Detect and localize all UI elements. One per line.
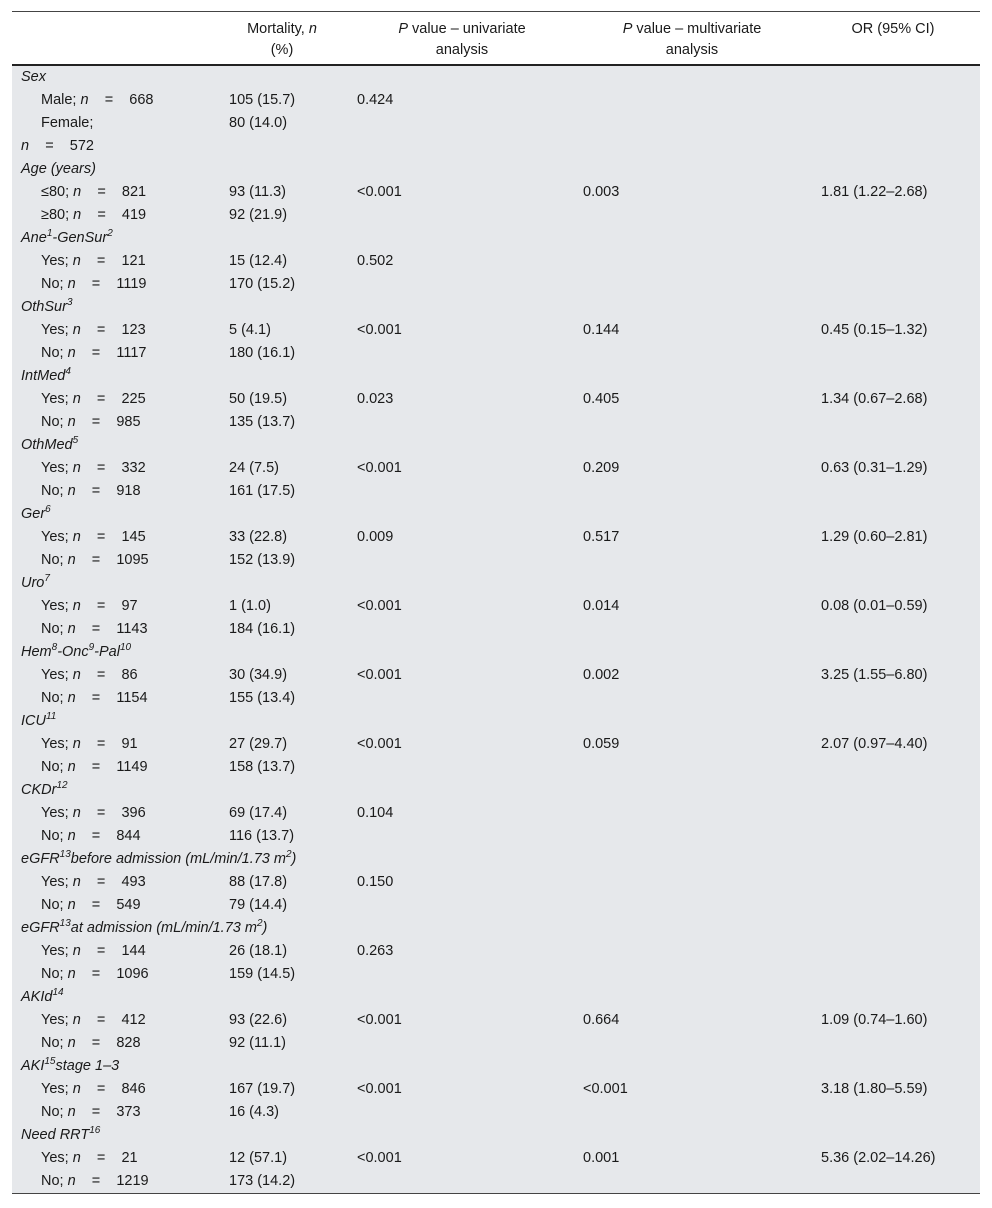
mortality-cell: 92 (21.9)	[229, 207, 288, 223]
row-label: No; n = 844	[41, 828, 141, 844]
table-row	[12, 250, 980, 273]
row-label: Yes; n = 21	[41, 1150, 138, 1166]
univariate-cell: <0.001	[357, 667, 402, 683]
group-header	[12, 917, 980, 940]
table-row	[12, 204, 980, 227]
table-row	[12, 963, 980, 986]
table-row	[12, 1101, 980, 1124]
table-row	[12, 1078, 980, 1101]
multivariate-cell: 0.001	[583, 1150, 620, 1166]
header-multivariate-line1: P value – multivariate	[622, 21, 762, 37]
group-header	[12, 779, 980, 802]
group-header	[12, 227, 980, 250]
mortality-cell: 173 (14.2)	[229, 1173, 296, 1189]
univariate-cell: 0.023	[357, 391, 394, 407]
table-row	[12, 549, 980, 572]
row-label: Yes; n = 412	[41, 1012, 146, 1028]
mortality-cell: 24 (7.5)	[229, 460, 279, 476]
table-row	[12, 388, 980, 411]
mortality-cell: 158 (13.7)	[229, 759, 296, 775]
univariate-cell: 0.009	[357, 529, 394, 545]
group-label: Sex	[21, 69, 46, 85]
row-label: No; n = 1119	[41, 276, 147, 292]
group-header	[12, 1124, 980, 1147]
mortality-cell: 105 (15.7)	[229, 92, 296, 108]
multivariate-cell: 0.003	[583, 184, 620, 200]
mortality-cell: 80 (14.0)	[229, 115, 288, 131]
multivariate-cell: 0.405	[583, 391, 620, 407]
row-label: No; n = 1117	[41, 345, 147, 361]
row-label: Yes; n = 91	[41, 736, 138, 752]
mortality-cell: 1 (1.0)	[229, 598, 271, 614]
row-label: No; n = 918	[41, 483, 141, 499]
or-cell: 1.29 (0.60–2.81)	[821, 529, 928, 545]
row-label: ≤80; n = 821	[41, 184, 147, 200]
mortality-cell: 16 (4.3)	[229, 1104, 279, 1120]
row-label: No; n = 1143	[41, 621, 148, 637]
header-mortality-line2: (%)	[270, 42, 294, 58]
mortality-cell: 79 (14.4)	[229, 897, 288, 913]
row-label: Yes; n = 97	[41, 598, 138, 614]
row-label: No; n = 1096	[41, 966, 149, 982]
group-header	[12, 503, 980, 526]
group-label: CKDr$^{12}$	[21, 780, 68, 798]
row-label: Male; n = 668	[41, 92, 154, 108]
group-header	[12, 641, 980, 664]
header-multivariate	[592, 19, 792, 61]
or-cell: 3.25 (1.55–6.80)	[821, 667, 928, 683]
group-label: Ger$^6$	[21, 504, 51, 522]
group-header	[12, 365, 980, 388]
row-label: Yes; n = 121	[41, 253, 146, 269]
table-row	[12, 940, 980, 963]
row-label: ≥80; n = 419	[41, 207, 147, 223]
or-cell: 1.81 (1.22–2.68)	[821, 184, 928, 200]
group-header	[12, 848, 980, 871]
group-label: eGFR$^{13}$before admission (mL/min/1.73 $m^2$)	[21, 849, 297, 867]
mortality-cell: 50 (19.5)	[229, 391, 288, 407]
table-row	[12, 618, 980, 641]
mortality-cell: 116 (13.7)	[229, 828, 295, 844]
table-row	[12, 595, 980, 618]
table-row	[12, 687, 980, 710]
header-mortality-line1: Mortality, n	[247, 21, 317, 37]
group-label: IntMed$^4$	[21, 366, 71, 384]
mortality-cell: 92 (11.1)	[229, 1035, 286, 1051]
group-label: Need RRT$^{16}$	[21, 1125, 101, 1143]
univariate-cell: 0.150	[357, 874, 394, 890]
univariate-cell: <0.001	[357, 736, 402, 752]
or-cell: 5.36 (2.02–14.26)	[821, 1150, 936, 1166]
row-label: No; n = 1154	[41, 690, 148, 706]
table-row	[12, 1147, 980, 1170]
univariate-cell: <0.001	[357, 184, 402, 200]
or-cell: 1.09 (0.74–1.60)	[821, 1012, 928, 1028]
row-label: No; n = 1095	[41, 552, 149, 568]
mortality-cell: 93 (22.6)	[229, 1012, 288, 1028]
row-label: Yes; n = 86	[41, 667, 138, 683]
mortality-cell: 184 (16.1)	[229, 621, 296, 637]
group-label: eGFR$^{13}$at admission (mL/min/1.73 $m^2$)	[21, 918, 268, 936]
mortality-cell: 5 (4.1)	[229, 322, 271, 338]
mortality-cell: 135 (13.7)	[229, 414, 296, 430]
group-header	[12, 434, 980, 457]
row-label: No; n = 373	[41, 1104, 141, 1120]
mortality-cell: 152 (13.9)	[229, 552, 296, 568]
mortality-cell: 15 (12.4)	[229, 253, 288, 269]
mortality-cell: 161 (17.5)	[229, 483, 296, 499]
table-row	[12, 342, 980, 365]
multivariate-cell: 0.144	[583, 322, 620, 338]
table-row	[12, 1009, 980, 1032]
univariate-cell: 0.263	[357, 943, 394, 959]
table-body	[12, 66, 980, 1194]
row-label: Yes; n = 144	[41, 943, 146, 959]
multivariate-cell: 0.517	[583, 529, 620, 545]
group-header	[12, 66, 980, 89]
group-label: OthMed$^5$	[21, 435, 79, 453]
table-row	[12, 181, 980, 204]
group-label: Hem$^8$-Onc$^9$-Pal$^{10}$	[21, 642, 132, 660]
row-label: No; n = 1219	[41, 1173, 149, 1189]
table-row	[12, 411, 980, 434]
row-label: Yes; n = 846	[41, 1081, 146, 1097]
multivariate-cell: 0.002	[583, 667, 620, 683]
univariate-cell: 0.502	[357, 253, 394, 269]
table-row	[12, 825, 980, 848]
table-row	[12, 1032, 980, 1055]
group-header	[12, 158, 980, 181]
row-label: Yes; n = 225	[41, 391, 146, 407]
table-row	[12, 273, 980, 296]
table-row	[12, 480, 980, 503]
multivariate-cell: 0.014	[583, 598, 620, 614]
row-label: No; n = 549	[41, 897, 141, 913]
table-row	[12, 871, 980, 894]
row-label: Yes; n = 145	[41, 529, 146, 545]
multivariate-cell: 0.664	[583, 1012, 620, 1028]
row-label: No; n = 1149	[41, 759, 148, 775]
univariate-cell: <0.001	[357, 1150, 402, 1166]
table-row	[12, 89, 980, 112]
table-row	[12, 802, 980, 825]
mortality-table	[12, 11, 980, 1194]
table-header	[12, 11, 980, 66]
group-header	[12, 572, 980, 595]
group-label: OthSur$^3$	[21, 297, 73, 315]
or-cell: 3.18 (1.80–5.59)	[821, 1081, 928, 1097]
group-header	[12, 986, 980, 1009]
header-univariate	[362, 19, 562, 61]
row-label: No; n = 828	[41, 1035, 141, 1051]
row-label: Yes; n = 493	[41, 874, 146, 890]
univariate-cell: <0.001	[357, 1081, 402, 1097]
mortality-cell: 155 (13.4)	[229, 690, 296, 706]
or-cell: 1.34 (0.67–2.68)	[821, 391, 928, 407]
mortality-cell: 180 (16.1)	[229, 345, 296, 361]
univariate-cell: <0.001	[357, 460, 402, 476]
mortality-cell: 159 (14.5)	[229, 966, 296, 982]
univariate-cell: <0.001	[357, 322, 402, 338]
table-row	[12, 112, 980, 158]
table-row	[12, 319, 980, 342]
row-label: Yes; n = 396	[41, 805, 146, 821]
multivariate-cell: 0.209	[583, 460, 620, 476]
mortality-cell: 30 (34.9)	[229, 667, 288, 683]
group-label: AKId$^{14}$	[21, 987, 64, 1005]
row-label: Yes; n = 332	[41, 460, 146, 476]
header-mortality	[217, 19, 347, 61]
univariate-cell: 0.104	[357, 805, 394, 821]
row-label: No; n = 985	[41, 414, 141, 430]
mortality-cell: 33 (22.8)	[229, 529, 288, 545]
univariate-cell: 0.424	[357, 92, 394, 108]
header-univariate-line2: analysis	[435, 42, 489, 58]
multivariate-cell: <0.001	[583, 1081, 628, 1097]
group-label: Uro$^7$	[21, 573, 50, 591]
header-or: OR (95% CI)	[851, 21, 935, 37]
univariate-cell: <0.001	[357, 598, 402, 614]
header-multivariate-line2: analysis	[665, 42, 719, 58]
mortality-cell: 170 (15.2)	[229, 276, 296, 292]
group-label: ICU$^{11}$	[21, 711, 57, 729]
group-label: Age (years)	[21, 161, 96, 177]
table-row	[12, 664, 980, 687]
mortality-cell: 12 (57.1)	[229, 1150, 288, 1166]
group-header	[12, 1055, 980, 1078]
group-label: Ane$^1$-GenSur$^2$	[21, 228, 113, 246]
table-row	[12, 894, 980, 917]
or-cell: 0.63 (0.31–1.29)	[821, 460, 928, 476]
group-label: AKI$^{15}$stage 1–3	[21, 1056, 120, 1074]
mortality-cell: 93 (11.3)	[229, 184, 286, 200]
table-row	[12, 733, 980, 756]
mortality-cell: 167 (19.7)	[229, 1081, 296, 1097]
or-cell: 0.45 (0.15–1.32)	[821, 322, 928, 338]
group-header	[12, 710, 980, 733]
or-cell: 2.07 (0.97–4.40)	[821, 736, 928, 752]
mortality-cell: 27 (29.7)	[229, 736, 288, 752]
table-row	[12, 526, 980, 549]
multivariate-cell: 0.059	[583, 736, 620, 752]
mortality-cell: 69 (17.4)	[229, 805, 288, 821]
table-row	[12, 1170, 980, 1193]
or-cell: 0.08 (0.01–0.59)	[821, 598, 928, 614]
row-label: Female; n = 572	[21, 115, 94, 154]
mortality-cell: 88 (17.8)	[229, 874, 288, 890]
mortality-cell: 26 (18.1)	[229, 943, 288, 959]
header-univariate-line1: P value – univariate	[398, 21, 526, 37]
univariate-cell: <0.001	[357, 1012, 402, 1028]
table-row	[12, 756, 980, 779]
group-header	[12, 296, 980, 319]
row-label: Yes; n = 123	[41, 322, 146, 338]
table-row	[12, 457, 980, 480]
